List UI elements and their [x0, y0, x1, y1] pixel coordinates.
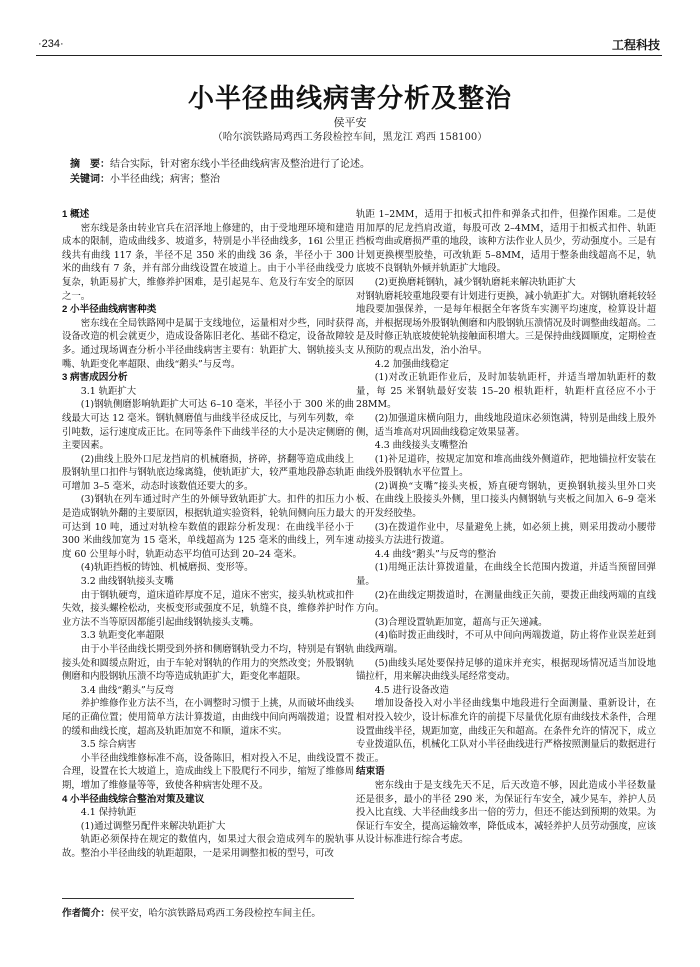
paragraph: (3)钢轨在列车通过时产生的外倾导致轨距扩大。扣件的扣压力小是造成钢轨外翻的主要原因，根据轨道实验资料，轮轨间侧向压力最大可达到 10 吨，通过对轨检车数值的跟踪分析发现：在曲线半径小于 300 米曲线加宽为 15 毫米，单线超高为 125 毫米的曲线上，列车速度 60 公里每小时，轨距动态平均值可达到 20–24 毫米。	[62, 494, 354, 560]
right-column	[356, 208, 656, 847]
paragraph: 对钢轨磨耗较重地段要有计划进行更换，减小轨距扩大。对钢轨磨耗较轻地段要加强保养，一是每年根据全年客货车实测平均速度，检算设计超高，并根据现场外股钢轨侧磨和内股钢轨压溃情况及时调整曲线超高。二是及时修正轨底坡使轮轨接触面积增大。三是保持曲线圆顺度，定期检查从预防的观点出发，治小治早。	[356, 290, 657, 356]
subsection-heading: 3.3 轨距变化率超限	[80, 630, 165, 642]
abstract	[70, 157, 640, 172]
section-heading: 3 病害成因分析	[62, 372, 128, 384]
subsection-heading: 4.2 加强曲线稳定	[374, 358, 449, 370]
paragraph: 由于小半径曲线长期受到外挤和侧磨钢轨受力不均，特别是有钢轨接头处和圆缓点附近，由于车轮对钢轨的作用力的突然改变；外股钢轨侧磨和内股钢轨压溃不均等造成轨距扩大，距变化率超限。	[62, 644, 354, 683]
paragraph: 养护维修作业方法不当，在小调整时习惯于上挑，从而破坏曲线头尾的正确位置；使用简单方法计算拨道，由曲线中间向两端拨道；设置的缓和曲线长度，超高及轨距加宽不和顺，道床不实。	[62, 698, 354, 737]
paragraph: (3)合理设置轨距加宽，超高与正矢递减。	[374, 616, 548, 628]
journal-name: 工程科技	[611, 38, 660, 52]
paragraph: (2)调换“支嘴”接头夹板，矫直硬弯钢轨，更换钢轨接头里外口夹板、在曲线上股接头外侧，里口接头内侧钢轨与夹板之间加入 6–9 毫米的开发经胶垫。	[356, 480, 656, 520]
paragraph: 增加设备投入对小半径曲线集中地段进行全面测量、重新设计，在相对投入较少，设计标准允许的前提下尽量优化原有曲线技术条件，合理设置曲线半径，规距加宽，曲线正矢和超高。在条件允许的情况下，成立专业拨道队伍，机械化工队对小半径曲线进行严格按照测量后的数据进行拨正。	[356, 698, 657, 764]
paragraph: 密东线由于是支线先天不足，后天改造不够，因此造成小半径数量还是很多，最小的半径 290 米，为保证行车安全，减少晃车，养护人员投入比直线、大半径曲线多出一倍的劳力，但还不能达到预期的效果。为保证行车安全，提高运输效率，降低成本，减轻养护人员劳动强度，应该从设计标准进行综合考虑。	[356, 779, 657, 846]
paragraph: 由于钢轨硬弯，道床道砟厚度不足，道床不密实，接头轨枕或扣件失效，接头螺栓松动，夹板变形或强度不足，轨缝不良，维修养护时作业方法不当等原因都能引起曲线钢轨接头支嘴。	[62, 589, 354, 628]
subsection-heading: 4.3 曲线接头支嘴整治	[374, 440, 468, 452]
header-rule	[36, 55, 662, 56]
page-number: ·234·	[38, 38, 64, 50]
paragraph: 密东线在全局铁路网中是属于支线地位，运量相对少些，同时获得设备改造的机会就更少，造成设备陈旧老化、基础不稳定，设备故障较多。通过现场调查分析小半径曲线病害主要有：轨距扩大、钢轨接头支嘴、轨距变化率超限、曲线“鹅头”与反弯。	[62, 317, 354, 370]
section-heading: 结束语	[356, 766, 385, 778]
subsection-heading: (1)通过调整另配件来解决轨距扩大	[80, 820, 226, 832]
footer-rule	[62, 898, 354, 899]
subsection-heading: 4.5 进行设备改造	[374, 684, 449, 696]
keywords-text: 小半径曲线；病害；整治	[110, 174, 220, 185]
author-bio	[62, 905, 321, 919]
paragraph: (4)轨距挡板的铸蚀、机械磨损、变形等。	[80, 562, 254, 574]
author-bio-text: 侯平安，哈尔滨铁路局鸡西工务段检控车间主任。	[109, 908, 322, 919]
paragraph: (5)曲线头尾处要保持足够的道床并充实，根据现场情况适当加设地锚拉杆，用来解决曲线头尾经常变动。	[356, 657, 656, 683]
paragraph: (2)更换磨耗钢轨，减少钢轨磨耗来解决轨距扩大	[374, 276, 576, 288]
section-heading: 1 概述	[62, 209, 90, 220]
subsection-heading: 4.1 保持轨距	[80, 807, 137, 819]
subsection-heading: 4.4 曲线“鹅头”与反弯的整治	[374, 548, 497, 560]
subsection-heading: 3.2 曲线钢轨接头支嘴	[80, 576, 174, 588]
paragraph: (3)在拨道作业中，尽量避免上挑，如必须上挑，则采用拨动小腰带动接头方法进行拨道。	[356, 521, 656, 547]
subsection-heading: 3.5 综合病害	[80, 739, 137, 751]
paragraph: (2)曲线上股外口尼龙挡肩的机械磨损，挤碎，挤翻等造成曲线上股钢轨里口扣件与钢轨底边缘离缝，使轨距扩大，较严重地段静态轨距可增加 3–5 毫米，动态时该数值还要大的多。	[62, 453, 354, 492]
paragraph: (1)用绳正法计算拨道量，在曲线全长范围内拨道，并适当预留回弹量。	[356, 562, 656, 588]
paragraph: (4)临时拨正曲线时，不可从中间向两端拨道，防止将作业误差赶到曲线两端。	[356, 630, 656, 655]
affiliation: （哈尔滨铁路局鸡西工务段检控车间，黑龙江 鸡西 158100）	[212, 132, 488, 143]
paragraph: (2)加强道床横向阻力，曲线地段道床必须饱满，特别是曲线上股外侧，适当堆高对巩固曲线稳定效果显著。	[356, 412, 656, 438]
left-column	[62, 208, 354, 861]
author: 侯平安	[333, 116, 367, 129]
section-heading: 2 小半径曲线病害种类	[62, 304, 157, 316]
subsection-heading: 3.4 曲线“鹅头”与反弯	[80, 684, 174, 696]
paragraph: 轨距必须保持在规定的数值内，如果过大很会造成列车的脱轨事故。整治小半径曲线的轨距超限，一是采用调整扣板的型号，可改	[62, 834, 354, 859]
paragraph: (2)在曲线定期拨道时，在测量曲线正矢前，要拨正曲线两端的直线方向。	[356, 589, 656, 615]
paper-title: 小半径曲线病害分析及整治	[187, 84, 512, 114]
paragraph: (1)对改正轨距作业后，及时加装轨距杆，并适当增加轨距杆的数量，每 25 米钢轨最好安装 15–20 根轨距杆，轨距杆直径应不小于 28MM。	[356, 372, 656, 411]
author-bio-label: 作者简介：	[62, 908, 110, 919]
keywords	[70, 172, 640, 187]
subsection-heading: 3.1 轨距扩大	[80, 385, 137, 397]
abstract-text: 结合实际，针对密东线小半径曲线病害及整治进行了论述。	[110, 159, 370, 170]
abstract-label: 摘 要：	[70, 159, 110, 170]
paragraph: 小半径曲线维修标准不高，设备陈旧，相对投入不足，曲线设置不合理，设置在长大坡道上，造成曲线上下股爬行不同步，缩短了维修周期，增加了维修量等等，致使各种病害处理不及。	[62, 752, 354, 791]
paragraph: (1)钢轨侧磨影响轨距扩大可达 6–10 毫米，半径小于 300 米的曲线最大可达 12 毫米。钢轨侧磨值与曲线半径成反比，与列车列数，牵引吨数，运行速度成正比。在同等条件下曲线半径的大小是决定侧磨的主要因素。	[62, 399, 354, 452]
abstract-block	[70, 157, 640, 187]
paragraph: 密东线是条由转业官兵在沼泽地上修建的，由于受地理环境和建造成本的限制，造成曲线多、坡道多，特别是小半径曲线多，16l 公里正线共有曲线 117 条，半径不足 350 米的曲线 36 条，半径小于 300 米的曲线有 7 条，并有部分曲线设置在坡道上。由于小半径曲线受力复杂，轨距易扩大，维修养护困难，是引起晃车、危及行车安全的原因之一。	[62, 222, 354, 302]
section-heading: 4 小半径曲线综合整治对策及建议	[62, 793, 205, 805]
keywords-label: 关键词：	[70, 174, 110, 185]
paragraph: 轨距 1–2MM，适用于扣板式扣件和弹条式扣件，但操作困难。二是使用加厚的尼龙挡肩改道，每股可改 2–4MM，适用于扣板式扣件、轨距挡板弯曲或磨损严重的地段，该种方法作业人员少，劳动强度小。三是有计划更换楔型胶垫，可改轨距 5–8MM，适用于整条曲线超高不足，轨底坡不良钢轨外倾并轨距扩大地段。	[356, 209, 657, 275]
paragraph: (1)补足道砟，按规定加宽和堆高曲线外侧道砟，把地锚拉杆安装在曲线外股钢轨水平位置上。	[356, 453, 656, 479]
